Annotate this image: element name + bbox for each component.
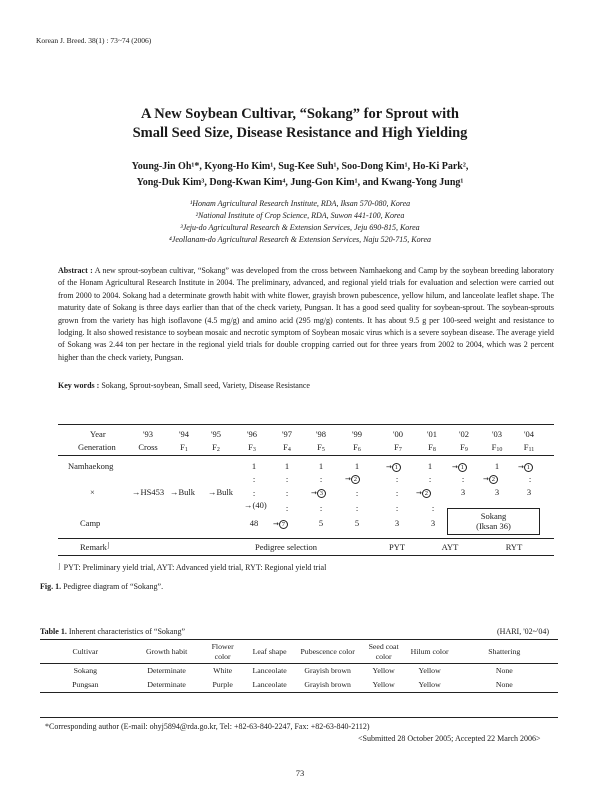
table-row — [40, 664, 558, 679]
table-cell: Yellow — [409, 678, 451, 693]
continuation-dot: : — [528, 474, 532, 484]
year-cell: '04 — [523, 429, 535, 439]
circled-number: 2 — [422, 489, 431, 498]
year-cell: '98 — [315, 429, 327, 439]
column-header: Pubescence color — [297, 640, 359, 664]
pedigree-value: 3 — [394, 518, 400, 528]
year-label: Year — [90, 429, 106, 439]
pedigree-selection: → 7 — [273, 518, 288, 529]
continuation-dot: : — [395, 503, 399, 513]
table-cell: Yellow — [359, 678, 409, 693]
pedigree-selection: → 2 — [416, 487, 431, 498]
forty-label: →(40) — [244, 500, 267, 510]
table-cell: Grayish brown — [297, 678, 359, 693]
sokang-box — [447, 508, 540, 535]
table-cell: None — [495, 666, 513, 675]
table-caption — [40, 627, 185, 636]
continuation-dot: : — [285, 474, 289, 484]
generation-label: Generation — [78, 442, 116, 452]
affiliation: ³Jeju-do Agricultural Research & Extension Services, Jeju 690-815, Korea — [180, 223, 420, 232]
keywords-text: Sokang, Sprout-soybean, Small seed, Variety, Disease Resistance — [101, 381, 310, 390]
journal-header: Korean J. Breed. 38(1) : 73~74 (2006) — [36, 36, 152, 45]
divider — [40, 717, 558, 718]
abstract-text: A new sprout-soybean cultivar, “Sokang” was developed from the cross between Namhaekong and Camp by the soybean breeding laboratory of the Honam Agricultural Research Institute in 2004. The preliminary, advanced, and regional yield trials for evaluation and selection were carried out from 2000 to 2004. Sokang had a determinate growth habit with white flower, grayish brown pubescence, yellow hilum, and lanceolate leaflet shape. The maturity date of Sokang is three days earlier than that of the check variety, Pungsan. It has a good seed quality for soybean-sprout. The soybean-sprouts grown from the variety has high isoflavone (4.5 mg/g) and amino acid (295 mg/g) contents. It has about 9.5 g per 100-seed weight and resistance to lodging. It also showed resistance to soybean mosaic and necrotic symptom of Soybean mosaic virus which is a severe soybean disease. The average yield of Sokang was 2.44 ton per hectare in the regional yield trials for double cropping carried out for three years from 2002 to 2004, which was 2 percent higher than the check variety, Pungsan. — [58, 266, 555, 362]
year-cell: '01 — [426, 429, 438, 439]
cross-symbol: × — [90, 487, 95, 497]
table-source: (HARI, '02~'04) — [497, 627, 550, 636]
remark-pedigree: Pedigree selection — [254, 542, 318, 552]
pedigree-value: 3 — [460, 487, 466, 497]
abstract-label: Abstract : — [58, 266, 93, 275]
submission-dates: <Submitted 28 October 2005; Accepted 22 March 2006> — [358, 734, 541, 743]
year-cell: '00 — [392, 429, 404, 439]
continuation-dot: : — [252, 474, 256, 484]
column-header: Leaf shape — [243, 640, 297, 664]
page-number: 73 — [295, 768, 305, 778]
continuation-dot: : — [395, 488, 399, 498]
circled-number: 2 — [489, 475, 498, 484]
circled-number: 2 — [351, 475, 360, 484]
table-cell: White — [213, 666, 233, 675]
column-header: Seed coat color — [359, 640, 409, 664]
bulk-label: →Bulk — [208, 487, 234, 497]
circled-number: 3 — [317, 489, 326, 498]
remark-ayt: AYT — [441, 542, 459, 552]
table-cell: Determinate — [131, 678, 203, 693]
abstract — [58, 265, 554, 364]
table-row — [40, 678, 558, 693]
pedigree-value: 48 — [249, 518, 259, 528]
sokang-line-name: (Iksan 36) — [476, 521, 511, 531]
continuation-dot: : — [319, 474, 323, 484]
table-label: Table 1. — [40, 627, 67, 636]
column-header: Cultivar — [40, 640, 131, 664]
pedigree-value: 5 — [354, 518, 360, 528]
continuation-dot: : — [428, 474, 432, 484]
continuation-dot: : — [431, 503, 435, 513]
pedigree-value: 3 — [526, 487, 532, 497]
continuation-dot: : — [355, 503, 359, 513]
figure-caption-text: Pedigree diagram of “Sokang”. — [63, 582, 164, 591]
divider — [58, 424, 554, 425]
continuation-dot: : — [461, 474, 465, 484]
affiliation: ⁴Jeollanam-do Agricultural Research & Extension Services, Naju 520-715, Korea — [169, 235, 431, 244]
table-cell: Yellow — [372, 666, 395, 675]
circled-number: 7 — [279, 520, 288, 529]
divider — [58, 555, 554, 556]
pedigree-selection: → 1 — [386, 461, 401, 472]
pedigree-value: 1 — [284, 461, 290, 471]
generation-cell: F6 — [353, 442, 361, 453]
continuation-dot: : — [319, 503, 323, 513]
pedigree-value: 3 — [430, 518, 436, 528]
figure-label: Fig. 1. — [40, 582, 62, 591]
year-cell: '99 — [351, 429, 363, 439]
affiliation: ²National Institute of Crop Science, RDA, Suwon 441-100, Korea — [195, 211, 405, 220]
divider — [58, 455, 554, 456]
pedigree-value: 5 — [318, 518, 324, 528]
pedigree-selection: → 3 — [311, 487, 326, 498]
corresponding-author: *Corresponding author (E-mail: ohyj5894@rda.go.kr, Tel: +82-63-840-2247, Fax: +82-63-840-2112) — [45, 722, 370, 731]
keywords-label: Key words : — [58, 381, 100, 390]
namhaekong-label: Namhaekong — [68, 461, 114, 471]
table-cell: None — [451, 678, 558, 693]
year-cell: '94 — [178, 429, 190, 439]
sokang-name: Sokang — [480, 511, 507, 521]
keywords — [58, 381, 554, 390]
pedigree-selection: → 1 — [452, 461, 467, 472]
affiliation: ¹Honam Agricultural Research Institute, RDA, Iksan 570-080, Korea — [189, 199, 411, 208]
generation-cell: F1 — [180, 442, 188, 453]
pedigree-value: 1 — [494, 461, 500, 471]
continuation-dot: : — [395, 474, 399, 484]
continuation-dot: : — [285, 488, 289, 498]
table-cell: Lanceolate — [243, 678, 297, 693]
continuation-dot: : — [252, 488, 256, 498]
generation-cell: F4 — [283, 442, 291, 453]
pedigree-value: 1 — [354, 461, 360, 471]
table-cell: Grayish brown — [304, 666, 351, 675]
pedigree-footnote: ⌡ PYT: Preliminary yield trial, AYT: Advanced yield trial, RYT: Regional yield trial — [58, 563, 327, 572]
column-header: Hilum color — [409, 640, 451, 664]
generation-cell: F8 — [428, 442, 436, 453]
authors-line-2: Yong-Duk Kim³, Dong-Kwan Kim⁴, Jung-Gon Kim¹, and Kwang-Yong Jung¹ — [136, 176, 464, 188]
table-cell: Purple — [203, 678, 243, 693]
circled-number: 1 — [524, 463, 533, 472]
table-header-row — [40, 640, 558, 664]
year-cell: '95 — [210, 429, 222, 439]
authors-line-1: Young-Jin Oh¹*, Kyong-Ho Kim¹, Sug-Kee Suh¹, Soo-Dong Kim¹, Ho-Ki Park², — [131, 161, 469, 172]
camp-label: Camp — [80, 518, 101, 528]
generation-cell: F2 — [212, 442, 220, 453]
hs453-label: →HS453 — [132, 487, 165, 497]
footnote-text: PYT: Preliminary yield trial, AYT: Advanced yield trial, RYT: Regional yield trial — [63, 563, 327, 572]
generation-cell: F10 — [491, 442, 503, 453]
table-cell: Sokang — [73, 666, 98, 675]
continuation-dot: : — [285, 503, 289, 513]
year-cell: '96 — [246, 429, 258, 439]
generation-cell: F7 — [394, 442, 402, 453]
column-header: Growth habit — [131, 640, 203, 664]
characteristics-table — [40, 639, 558, 693]
generation-cell: Cross — [138, 442, 158, 452]
figure-caption — [40, 582, 163, 591]
bulk-label: →Bulk — [170, 487, 196, 497]
year-cell: '02 — [458, 429, 470, 439]
pedigree-selection: → 1 — [518, 461, 533, 472]
column-header: Flower color — [203, 640, 243, 664]
year-cell: '93 — [142, 429, 154, 439]
divider — [58, 538, 554, 539]
remark-ryt: RYT — [505, 542, 523, 552]
remark-text: Remark — [80, 542, 107, 552]
year-cell: '97 — [281, 429, 293, 439]
pedigree-value: 1 — [318, 461, 324, 471]
remark-label: Remark⌡ — [80, 542, 111, 552]
pedigree-selection: → 2 — [345, 473, 360, 484]
pedigree-value: 1 — [427, 461, 433, 471]
table-cell: Yellow — [418, 666, 441, 675]
circled-number: 1 — [392, 463, 401, 472]
generation-cell: F9 — [460, 442, 468, 453]
pedigree-value: 3 — [494, 487, 500, 497]
table-caption-text: Inherent characteristics of “Sokang” — [68, 627, 185, 636]
circled-number: 1 — [458, 463, 467, 472]
article-title — [0, 105, 600, 143]
generation-cell: F5 — [317, 442, 325, 453]
title-line-1: A New Soybean Cultivar, “Sokang” for Sprout with — [141, 106, 459, 122]
column-header: Shattering — [451, 640, 558, 664]
affiliations — [0, 198, 600, 246]
generation-cell: F3 — [248, 442, 256, 453]
continuation-dot: : — [355, 488, 359, 498]
table-cell: Determinate — [147, 666, 186, 675]
author-list — [0, 159, 600, 190]
title-line-2: Small Seed Size, Disease Resistance and High Yielding — [132, 125, 468, 141]
table-cell: Pungsan — [40, 678, 131, 693]
remark-pyt: PYT — [388, 542, 406, 552]
pedigree-value: 1 — [251, 461, 257, 471]
table-cell: Lanceolate — [252, 666, 287, 675]
generation-cell: F11 — [523, 442, 535, 453]
pedigree-selection: → 2 — [483, 473, 498, 484]
year-cell: '03 — [491, 429, 503, 439]
